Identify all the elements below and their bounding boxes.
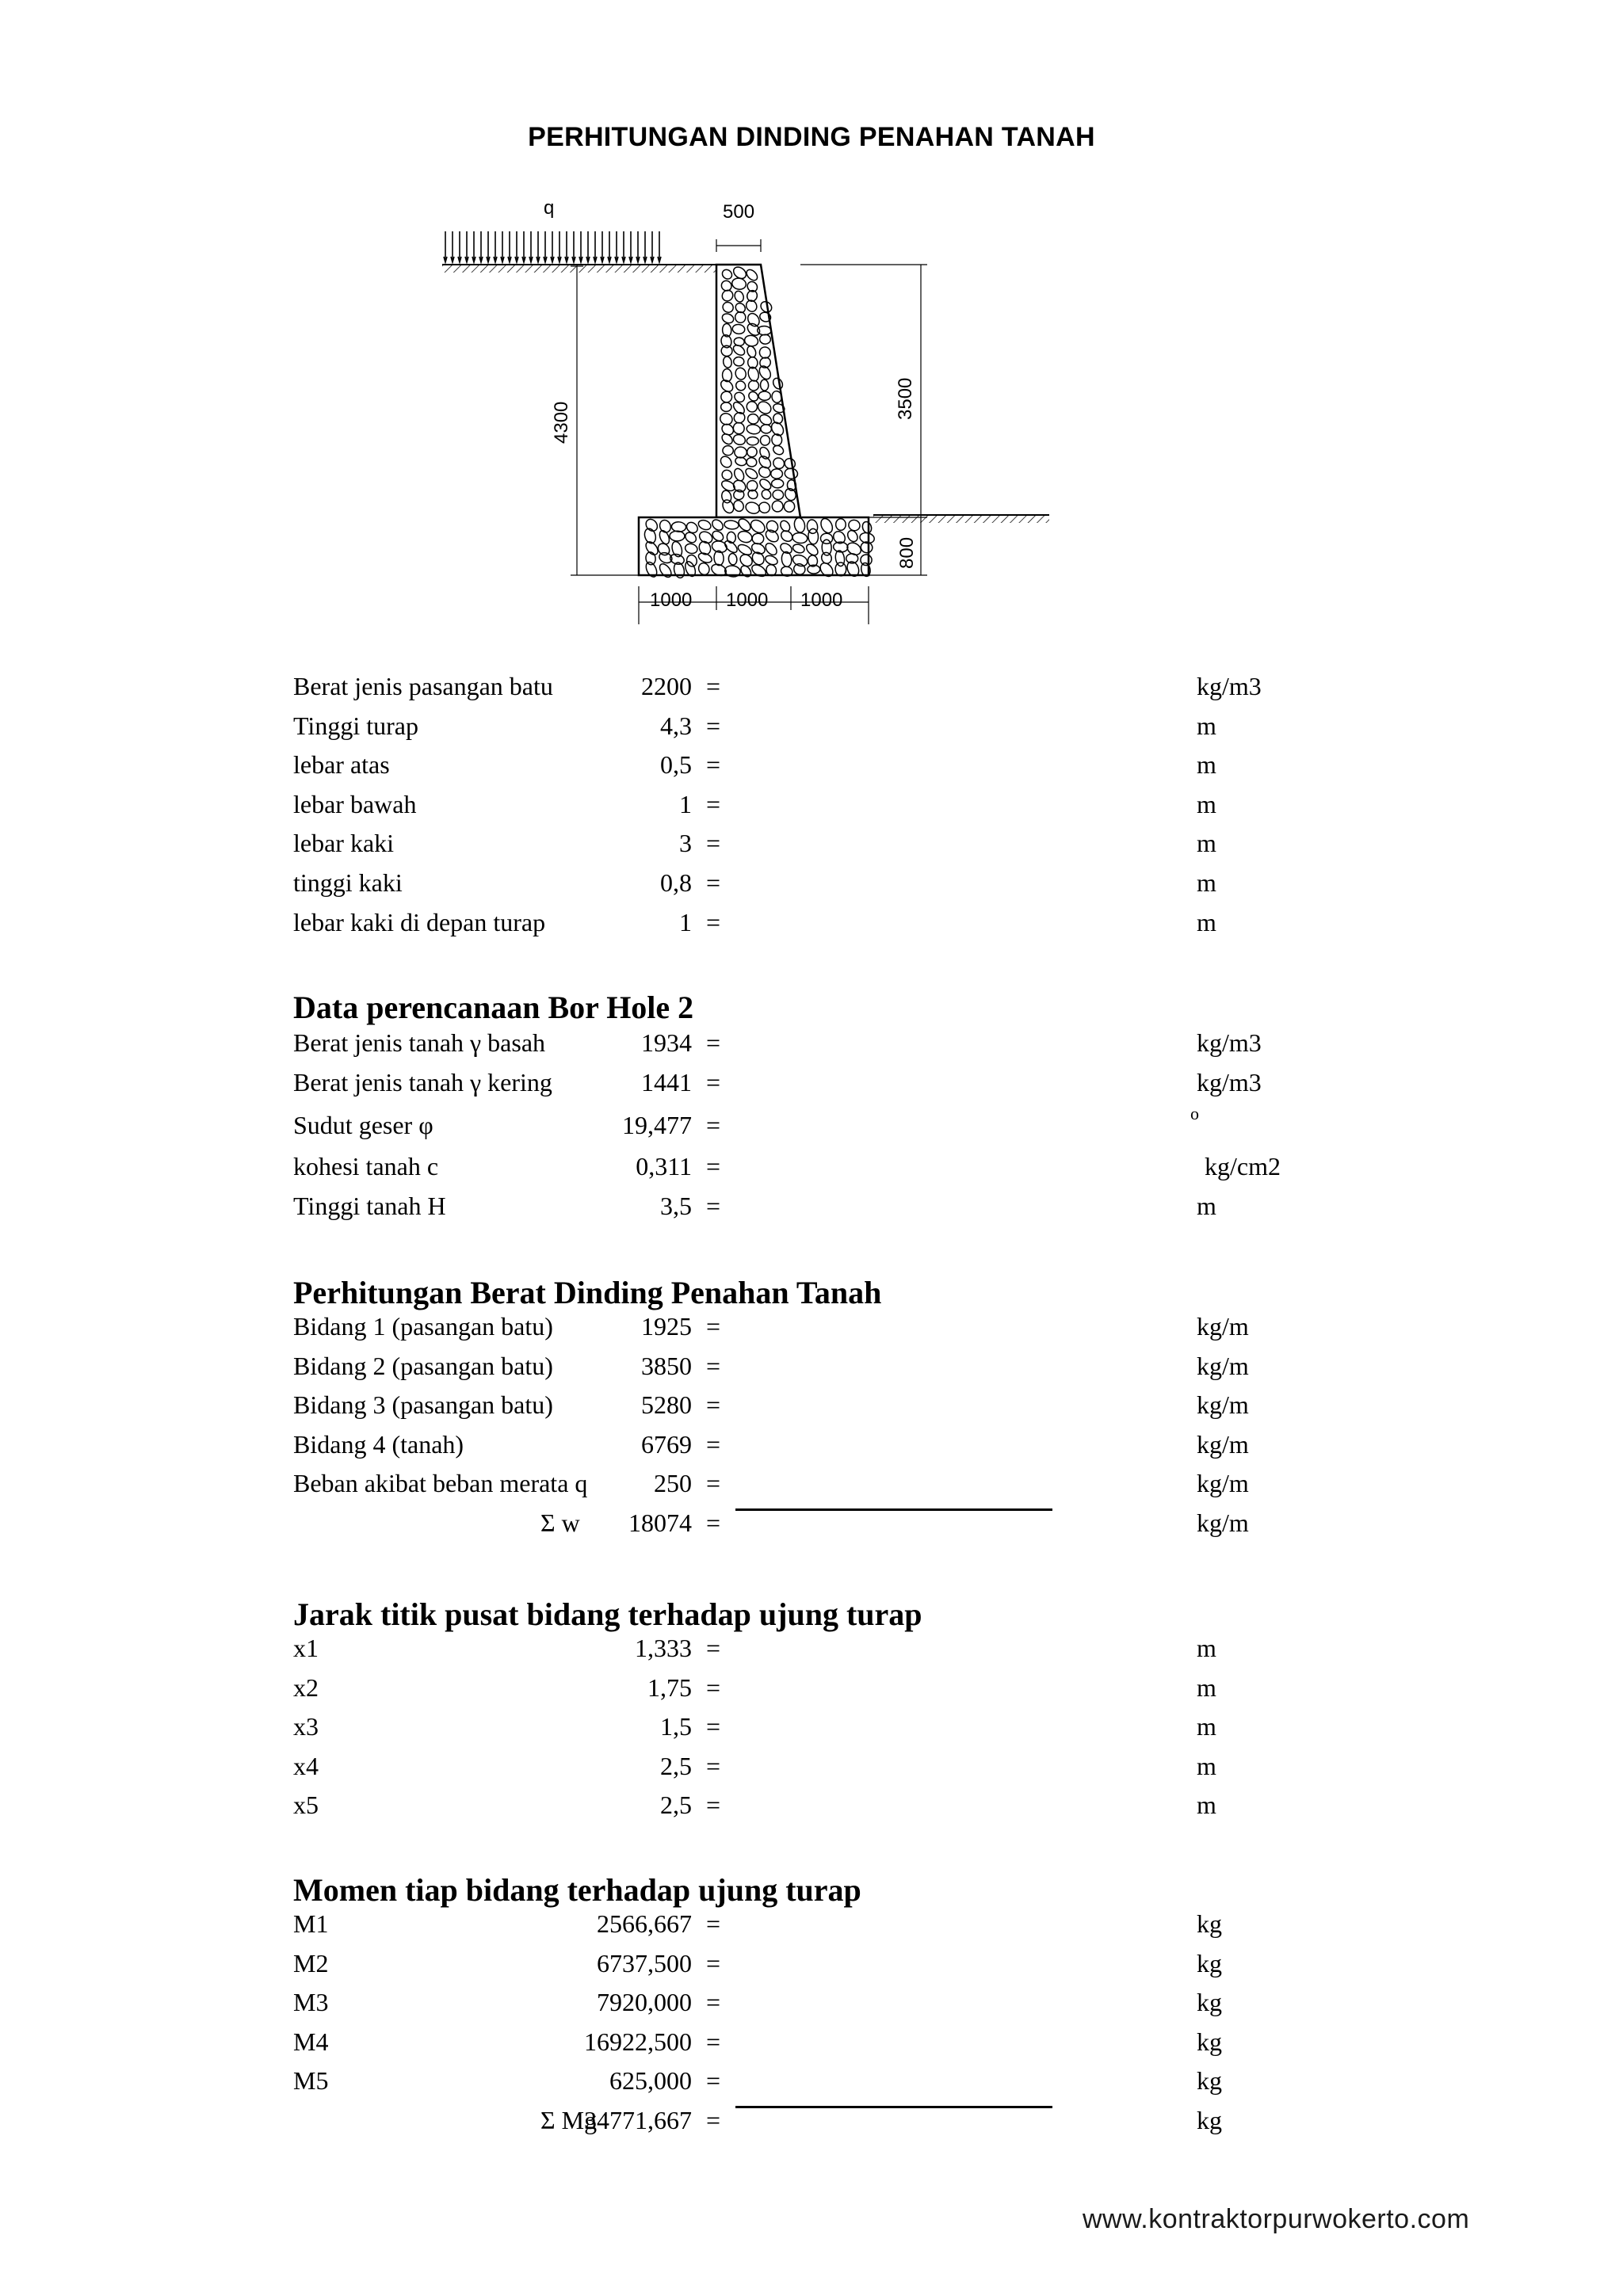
- row-label: tinggi kaki: [293, 868, 403, 897]
- data-row: [293, 1672, 1216, 1703]
- total-row: [293, 1507, 1249, 1539]
- row-value: 1: [679, 790, 692, 818]
- row-label: Bidang 3 (pasangan batu): [293, 1390, 553, 1419]
- row-unit: kg/m: [1197, 1352, 1249, 1380]
- row-unit: m: [1197, 1634, 1216, 1662]
- row-unit: kg/m: [1197, 1430, 1249, 1459]
- row-label: kohesi tanah c: [293, 1152, 439, 1180]
- row-equals: =: [705, 1752, 721, 1780]
- row-label: Berat jenis tanah γ basah: [293, 1028, 546, 1057]
- row-value: 3: [679, 829, 692, 857]
- dim-top-label: 500: [723, 201, 755, 223]
- row-equals: =: [705, 1712, 721, 1741]
- row-value: 0,5: [660, 750, 692, 779]
- row-label: Berat jenis tanah γ kering: [293, 1068, 552, 1097]
- row-unit: m: [1197, 868, 1216, 897]
- distributed-load-arrows: [444, 231, 661, 262]
- row-label: M2: [293, 1949, 329, 1978]
- row-value: 0,8: [660, 868, 692, 897]
- data-row: [293, 1467, 1249, 1499]
- data-row: [293, 1750, 1216, 1782]
- data-row: [293, 1908, 1222, 1939]
- row-value: 1925: [641, 1312, 692, 1341]
- data-row: [293, 1986, 1222, 2018]
- data-row: [293, 1066, 1262, 1098]
- row-value: 0,311: [636, 1152, 692, 1180]
- row-label: lebar kaki: [293, 829, 395, 857]
- data-row: [293, 1789, 1216, 1821]
- row-label: lebar bawah: [293, 790, 417, 818]
- row-equals: =: [705, 908, 721, 936]
- row-equals: =: [705, 790, 721, 818]
- dim-total-height-label: 4300: [551, 401, 572, 444]
- row-unit: kg/m3: [1197, 1028, 1262, 1057]
- row-label: Bidang 1 (pasangan batu): [293, 1312, 553, 1341]
- dim-bottom-2-label: 1000: [726, 589, 769, 611]
- data-row: [293, 670, 1262, 702]
- row-value: 1,333: [635, 1634, 692, 1662]
- row-label: Tinggi turap: [293, 711, 418, 740]
- row-equals: =: [705, 1111, 721, 1139]
- heading-jarak-titik: Jarak titik pusat bidang terhadap ujung turap: [293, 1596, 922, 1632]
- row-unit: kg: [1197, 2027, 1222, 2056]
- row-equals: =: [705, 711, 721, 740]
- retaining-wall-drawing: [428, 190, 1062, 634]
- row-unit: m: [1197, 1673, 1216, 1702]
- heading-bor-hole: Data perencanaan Bor Hole 2: [293, 990, 694, 1025]
- row-unit: kg/m: [1197, 1390, 1249, 1419]
- data-row: [293, 1350, 1249, 1382]
- heading-momen: Momen tiap bidang terhadap ujung turap: [293, 1872, 861, 1908]
- dim-footing-height-label: 800: [896, 536, 918, 569]
- row-unit: kg: [1197, 2106, 1222, 2134]
- row-value: 1,75: [647, 1673, 692, 1702]
- row-label: M4: [293, 2027, 329, 2056]
- row-unit: kg/m3: [1197, 1068, 1262, 1097]
- row-value: 2200: [641, 672, 692, 700]
- row-equals: =: [705, 1469, 721, 1497]
- data-row: [293, 906, 1216, 938]
- row-unit: m: [1197, 908, 1216, 936]
- row-equals: =: [705, 1673, 721, 1702]
- row-equals: =: [705, 2027, 721, 2056]
- row-value: 1934: [641, 1028, 692, 1057]
- row-equals: =: [705, 1312, 721, 1341]
- sum-rule-weight: [735, 1508, 1052, 1511]
- row-equals: =: [705, 1152, 721, 1180]
- row-equals: =: [705, 1949, 721, 1978]
- data-row: [293, 1711, 1216, 1742]
- dim-bottom-1-label: 1000: [650, 589, 693, 611]
- row-unit: kg/m: [1197, 1312, 1249, 1341]
- row-value: 6737,500: [597, 1949, 692, 1978]
- heading-berat-dinding: Perhitungan Berat Dinding Penahan Tanah: [293, 1275, 882, 1310]
- data-row: [293, 1947, 1222, 1979]
- row-unit: m: [1197, 1192, 1216, 1220]
- row-value: 1441: [641, 1068, 692, 1097]
- row-value: 3850: [641, 1352, 692, 1380]
- data-row: [293, 1190, 1216, 1222]
- row-equals: =: [705, 1791, 721, 1819]
- data-row: [293, 867, 1216, 898]
- row-unit: m: [1197, 750, 1216, 779]
- row-label: Beban akibat beban merata q: [293, 1469, 588, 1497]
- row-equals: =: [705, 1390, 721, 1419]
- row-value: 6769: [641, 1430, 692, 1459]
- row-value: 1,5: [660, 1712, 692, 1741]
- row-value: 5280: [641, 1390, 692, 1419]
- row-label: M1: [293, 1909, 329, 1938]
- row-equals: =: [705, 2066, 721, 2095]
- row-unit: m: [1197, 1791, 1216, 1819]
- row-label: Berat jenis pasangan batu: [293, 672, 553, 700]
- row-label: Bidang 4 (tanah): [293, 1430, 464, 1459]
- row-label: x3: [293, 1712, 319, 1741]
- row-value: 19,477: [622, 1111, 692, 1139]
- row-label: Tinggi tanah H: [293, 1192, 446, 1220]
- total-label: Σ Mg: [540, 2106, 598, 2134]
- footer-url: www.kontraktorpurwokerto.com: [1083, 2204, 1470, 2234]
- row-label: M3: [293, 1988, 329, 2016]
- data-row: [293, 2026, 1222, 2058]
- row-equals: =: [705, 1909, 721, 1938]
- data-row: [293, 1104, 1199, 1141]
- row-label: Sudut geser φ: [293, 1111, 433, 1139]
- row-unit: kg: [1197, 1909, 1222, 1938]
- row-equals: =: [705, 1508, 721, 1537]
- total-value: 34771,667: [584, 2106, 692, 2134]
- row-unit: m: [1197, 711, 1216, 740]
- row-equals: =: [705, 1068, 721, 1097]
- row-equals: =: [705, 2106, 721, 2134]
- page-title: PERHITUNGAN DINDING PENAHAN TANAH: [528, 122, 1095, 152]
- row-value: 4,3: [660, 711, 692, 740]
- load-label: q: [544, 197, 555, 219]
- row-label: x5: [293, 1791, 319, 1819]
- row-equals: =: [705, 1634, 721, 1662]
- row-equals: =: [705, 1988, 721, 2016]
- data-row: [293, 1150, 1281, 1182]
- total-row: [293, 2104, 1222, 2136]
- row-unit: m: [1197, 1712, 1216, 1741]
- row-value: 625,000: [609, 2066, 692, 2095]
- row-equals: =: [705, 672, 721, 700]
- row-unit: kg/m: [1197, 1469, 1249, 1497]
- row-value: 16922,500: [584, 2027, 692, 2056]
- row-equals: =: [705, 750, 721, 779]
- row-value: 3,5: [660, 1192, 692, 1220]
- data-row: [293, 788, 1216, 820]
- row-equals: =: [705, 868, 721, 897]
- row-value: 1: [679, 908, 692, 936]
- row-value: 7920,000: [597, 1988, 692, 2016]
- row-unit: m: [1197, 790, 1216, 818]
- row-value: 2,5: [660, 1752, 692, 1780]
- sum-rule-moment: [735, 2106, 1052, 2108]
- row-value: 2,5: [660, 1791, 692, 1819]
- data-row: [293, 1027, 1262, 1058]
- dim-soil-height-label: 3500: [895, 377, 916, 420]
- row-unit: kg: [1197, 1988, 1222, 2016]
- row-unit: m: [1197, 1752, 1216, 1780]
- data-row: [293, 1632, 1216, 1664]
- data-row: [293, 827, 1216, 859]
- data-row: [293, 710, 1216, 742]
- total-value: 18074: [628, 1508, 692, 1537]
- row-value: 2566,667: [597, 1909, 692, 1938]
- row-equals: =: [705, 1192, 721, 1220]
- row-unit: kg: [1197, 1949, 1222, 1978]
- data-row: [293, 1428, 1249, 1460]
- row-unit: kg/cm2: [1205, 1152, 1281, 1180]
- row-label: x1: [293, 1634, 319, 1662]
- row-equals: =: [705, 1430, 721, 1459]
- row-equals: =: [705, 1028, 721, 1057]
- data-row: [293, 2065, 1222, 2096]
- data-row: [293, 1310, 1249, 1342]
- row-label: lebar kaki di depan turap: [293, 908, 546, 936]
- data-row: [293, 749, 1216, 780]
- row-label: lebar atas: [293, 750, 390, 779]
- row-unit: o: [1190, 1104, 1199, 1123]
- row-unit: kg: [1197, 2066, 1222, 2095]
- total-label: Σ w: [540, 1508, 580, 1537]
- row-label: x2: [293, 1673, 319, 1702]
- row-unit: m: [1197, 829, 1216, 857]
- row-unit: kg/m: [1197, 1508, 1249, 1537]
- row-unit: kg/m3: [1197, 672, 1262, 700]
- row-value: 250: [654, 1469, 692, 1497]
- row-equals: =: [705, 1352, 721, 1380]
- dim-bottom-3-label: 1000: [800, 589, 843, 611]
- row-label: M5: [293, 2066, 329, 2095]
- data-row: [293, 1389, 1249, 1421]
- row-label: x4: [293, 1752, 319, 1780]
- row-equals: =: [705, 829, 721, 857]
- row-label: Bidang 2 (pasangan batu): [293, 1352, 553, 1380]
